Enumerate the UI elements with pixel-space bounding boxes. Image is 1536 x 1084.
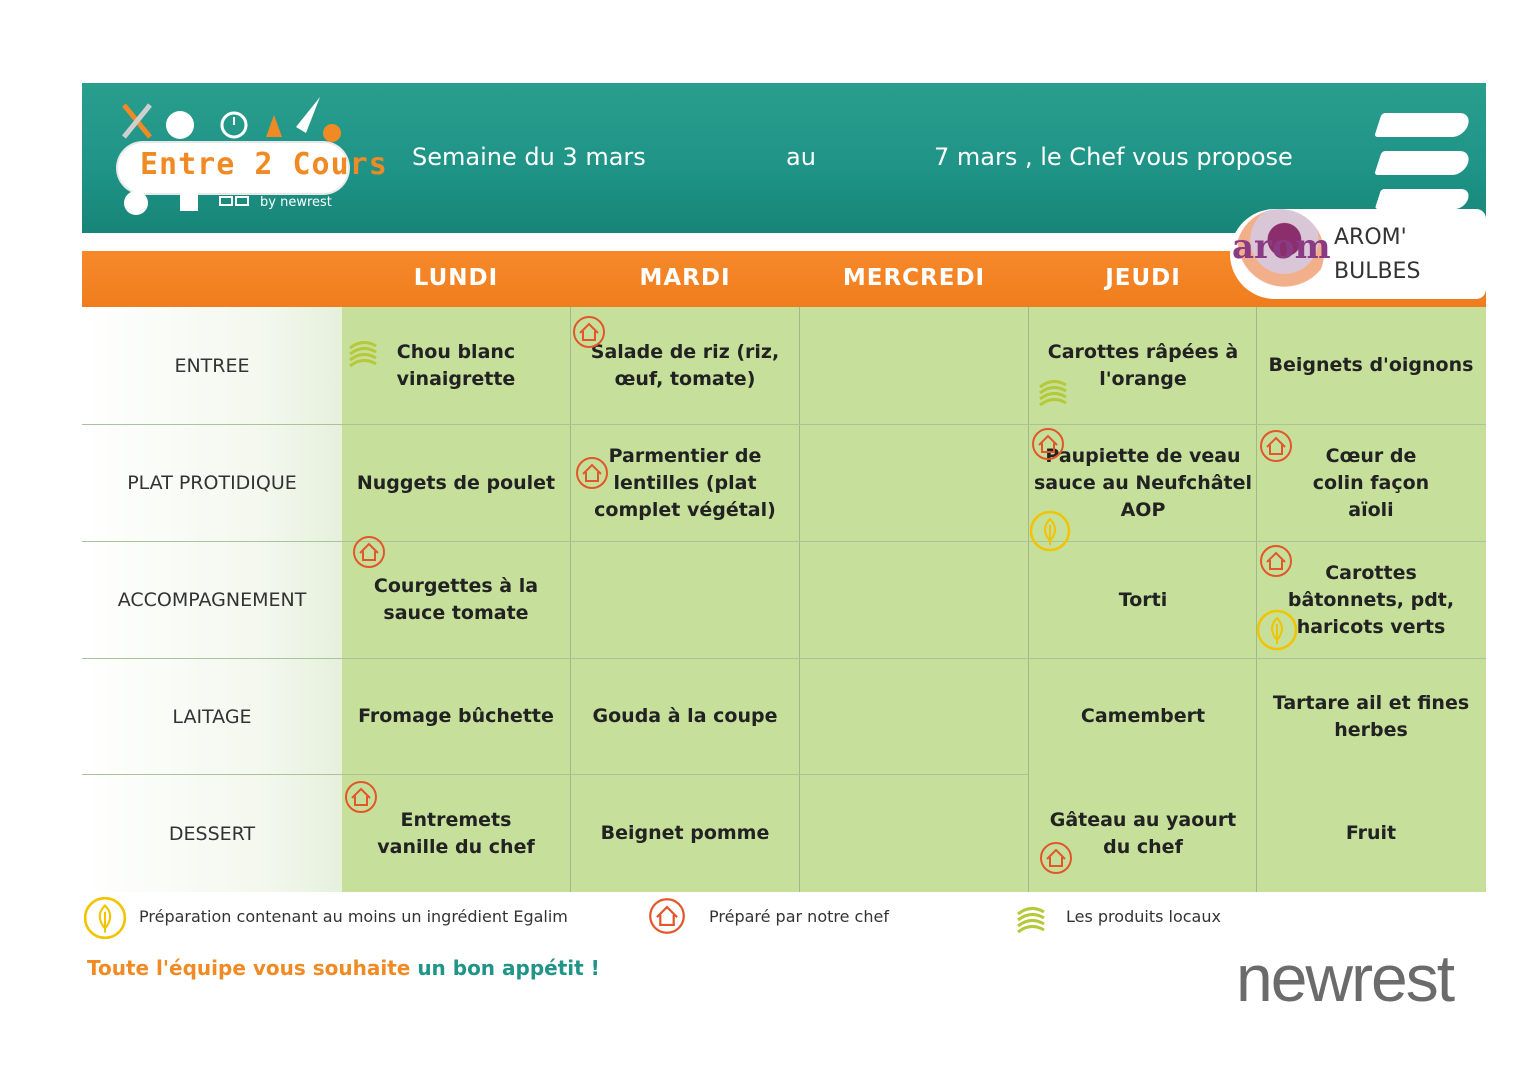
chef-house-icon — [575, 456, 609, 490]
cell-plat-lundi: Nuggets de poulet — [356, 471, 556, 494]
week-end-text: 7 mars , le Chef vous propose — [934, 143, 1293, 171]
local-fields-icon — [1014, 900, 1048, 934]
chef-house-icon — [572, 315, 606, 349]
footer-part1: Toute l'équipe vous souhaite — [87, 956, 411, 980]
cell-entree-mardi: Salade de riz (riz, œuf, tomate) — [590, 340, 780, 390]
cell-entree-vendredi: Beignets d'oignons — [1268, 354, 1474, 376]
legend-egalim: Préparation contenant au moins un ingrédient Egalim — [139, 907, 568, 926]
cell-plat-mardi: Parmentier de lentilles (plat complet végétal) — [594, 444, 776, 521]
cell-accompagnement-vendredi: Carottes bâtonnets, pdt, haricots verts — [1287, 561, 1455, 638]
day-mardi: MARDI — [639, 265, 731, 291]
cell-dessert-jeudi: Gâteau au yaourt du chef — [1049, 808, 1237, 858]
cell-laitage-vendredi: Tartare ail et fines herbes — [1272, 691, 1470, 741]
cell-plat-jeudi: Paupiette de veau sauce au Neufchâtel AOP — [1033, 444, 1253, 521]
arom-logo: arom — [1232, 227, 1331, 267]
day-mercredi: MERCREDI — [842, 265, 986, 291]
row-label-accompagnement: ACCOMPAGNEMENT — [117, 589, 307, 611]
row-label-plat: PLAT PROTIDIQUE — [127, 472, 297, 494]
cell-entree-lundi: Chou blanc vinaigrette — [396, 340, 516, 390]
cell-laitage-jeudi: Camembert — [1080, 705, 1206, 727]
cell-dessert-vendredi: Fruit — [1345, 822, 1397, 844]
chef-house-icon — [1259, 429, 1293, 463]
brand-stripe — [1375, 189, 1471, 209]
utensils-icon — [110, 97, 350, 147]
cell-laitage-mardi: Gouda à la coupe — [592, 705, 778, 727]
grid-line — [799, 307, 800, 892]
local-fields-icon — [1036, 373, 1070, 407]
arom-badge — [1230, 209, 1486, 299]
footer-message — [87, 956, 600, 980]
chef-house-icon — [352, 535, 386, 569]
cell-accompagnement-jeudi: Torti — [1118, 588, 1168, 611]
brand-stripe — [1374, 151, 1472, 175]
week-mid-text: au — [786, 143, 816, 171]
legend-local: Les produits locaux — [1066, 907, 1221, 926]
legend-chef: Préparé par notre chef — [709, 907, 889, 926]
entre-2-cours-logo — [110, 97, 388, 217]
brand-stripe — [1374, 113, 1472, 137]
chef-house-icon — [344, 780, 378, 814]
arom-line1: AROM' — [1334, 225, 1407, 250]
logo-word: Entre 2 Cours — [140, 147, 388, 182]
egalim-leaf-icon — [1028, 509, 1072, 553]
footer-part2: un bon appétit ! — [417, 956, 600, 980]
arom-line2: BULBES — [1334, 259, 1421, 284]
chef-house-icon — [1031, 427, 1065, 461]
row-label-dessert: DESSERT — [168, 823, 256, 845]
day-lundi: LUNDI — [413, 265, 499, 291]
egalim-leaf-icon — [82, 895, 128, 941]
cell-plat-vendredi: Cœur de colin façon aïoli — [1312, 444, 1430, 521]
cell-laitage-lundi: Fromage bûchette — [358, 705, 554, 727]
newrest-logo: newrest — [1236, 941, 1454, 1015]
chef-house-icon — [1039, 841, 1073, 875]
row-label-laitage: LAITAGE — [172, 706, 252, 728]
week-start-text: Semaine du 3 mars — [412, 143, 646, 171]
chef-house-icon — [1259, 544, 1293, 578]
cell-dessert-mardi: Beignet pomme — [600, 822, 770, 844]
day-jeudi: JEUDI — [1105, 265, 1181, 291]
local-fields-icon — [346, 334, 380, 368]
cell-dessert-lundi: Entremets vanille du chef — [377, 808, 535, 858]
cell-accompagnement-lundi: Courgettes à la sauce tomate — [373, 575, 539, 624]
row-label-entree: ENTREE — [174, 355, 250, 377]
logo-byline: by newrest — [260, 195, 332, 210]
egalim-leaf-icon — [1255, 608, 1299, 652]
chef-house-icon — [648, 897, 686, 935]
cell-entree-jeudi: Carottes râpées à l'orange — [1047, 340, 1239, 390]
